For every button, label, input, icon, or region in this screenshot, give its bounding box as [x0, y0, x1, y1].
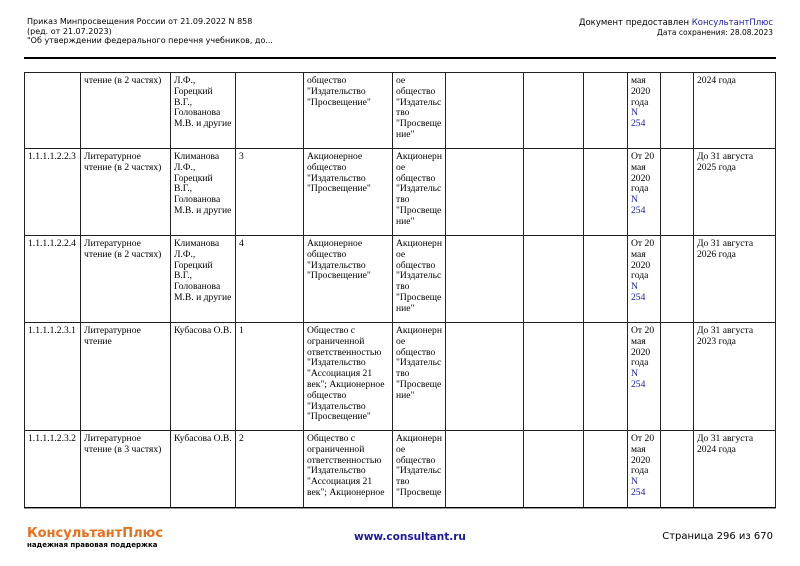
logo-tagline: надежная правовая поддержка	[27, 541, 158, 549]
cell-c9	[584, 323, 628, 431]
provider-info	[579, 18, 773, 38]
cell-order	[628, 323, 661, 431]
table-row	[25, 431, 776, 508]
cell-until: До 31 августа 2023 года	[694, 323, 776, 431]
cell-c8	[524, 73, 584, 149]
order-link[interactable]: N 254	[631, 194, 646, 216]
cell-maker: Акционерн ое общество "Издательс тво "Просвеще	[393, 431, 446, 508]
cell-part: 4	[236, 236, 304, 323]
cell-part	[236, 73, 304, 149]
cell-publisher: общество "Издательство "Просвещение"	[304, 73, 393, 149]
save-date: Дата сохранения: 28.08.2023	[657, 28, 773, 37]
cell-authors: Кубасова О.В.	[171, 431, 236, 508]
cell-c8	[524, 149, 584, 236]
cell-c8	[524, 431, 584, 508]
cell-code: 1.1.1.1.2.2.4	[25, 236, 81, 323]
cell-c9	[584, 236, 628, 323]
order-date: От 20 мая 2020 года	[631, 433, 655, 477]
table-row	[25, 236, 776, 323]
doc-subject-line: "Об утверждении федерального перечня учебников, до...	[27, 36, 273, 45]
textbook-table	[24, 72, 776, 508]
cell-c11	[661, 236, 694, 323]
cell-maker: ое общество "Издательс тво "Просвеще ние"	[393, 73, 446, 149]
cell-authors: Кубасова О.В.	[171, 323, 236, 431]
cell-order	[628, 73, 661, 149]
cell-title: Литературное чтение (в 2 частях)	[81, 236, 171, 323]
order-link[interactable]: N 254	[631, 107, 646, 130]
cell-authors: Л.Ф., Горецкий В.Г., Голованова М.В. и другие	[171, 73, 236, 149]
cell-c11	[661, 73, 694, 149]
cell-code: 1.1.1.1.2.3.2	[25, 431, 81, 508]
cell-c9	[584, 73, 628, 149]
order-date: От 20 мая 2020 года	[631, 151, 655, 195]
cell-title: Литературное чтение	[81, 323, 171, 431]
cell-c7	[446, 431, 524, 508]
cell-until: До 31 августа 2026 года	[694, 236, 776, 323]
cell-c7	[446, 73, 524, 149]
cell-title: Литературное чтение (в 2 частях)	[81, 149, 171, 236]
cell-c7	[446, 323, 524, 431]
order-date: От 20 мая 2020 года	[631, 325, 655, 369]
site-link[interactable]: www.consultant.ru	[354, 531, 466, 543]
cell-c11	[661, 323, 694, 431]
doc-title-line: Приказ Минпросвещения России от 21.09.2022 N 858	[27, 17, 253, 26]
cell-c7	[446, 236, 524, 323]
order-link[interactable]: N 254	[631, 368, 646, 390]
cell-maker: Акционерн ое общество "Издательс тво "Просвеще ние"	[393, 323, 446, 431]
header-divider	[24, 57, 776, 59]
cell-c7	[446, 149, 524, 236]
cell-authors: Климанова Л.Ф., Горецкий В.Г., Голованова М.В. и другие	[171, 149, 236, 236]
page-counter: Страница 296 из 670	[662, 531, 773, 542]
cell-c11	[661, 431, 694, 508]
order-link[interactable]: N 254	[631, 476, 646, 498]
cell-publisher: Акционерное общество "Издательство "Просвещение"	[304, 149, 393, 236]
cell-part: 1	[236, 323, 304, 431]
footer-divider	[24, 507, 776, 509]
cell-title: Литературное чтение (в 3 частях)	[81, 431, 171, 508]
cell-until: До 31 августа 2025 года	[694, 149, 776, 236]
table-row	[25, 323, 776, 431]
cell-order	[628, 431, 661, 508]
order-date: От 20 мая 2020 года	[631, 238, 655, 282]
document-title	[27, 17, 273, 46]
cell-publisher: Общество с ограниченной ответственностью "Издательство "Ассоциация 21 век"; Акционерное общество "Издательство "Просвещение"	[304, 323, 393, 431]
cell-c11	[661, 149, 694, 236]
cell-c8	[524, 323, 584, 431]
cell-until: 2024 года	[694, 73, 776, 149]
consultant-logo	[27, 526, 163, 549]
cell-until: До 31 августа 2024 года	[694, 431, 776, 508]
cell-code: 1.1.1.1.2.3.1	[25, 323, 81, 431]
cell-maker: Акционерн ое общество "Издательс тво "Просвеще ние"	[393, 149, 446, 236]
order-link[interactable]: N 254	[631, 281, 646, 303]
cell-part: 3	[236, 149, 304, 236]
brand-link[interactable]: КонсультантПлюс	[691, 18, 773, 28]
cell-order	[628, 236, 661, 323]
cell-code	[25, 73, 81, 149]
cell-maker: Акционерн ое общество "Издательс тво "Просвеще ние"	[393, 236, 446, 323]
cell-c9	[584, 149, 628, 236]
doc-edition-line: (ред. от 21.07.2023)	[27, 26, 112, 36]
cell-part: 2	[236, 431, 304, 508]
table-row	[25, 149, 776, 236]
cell-publisher: Акционерное общество "Издательство "Просвещение"	[304, 236, 393, 323]
provided-by-label: Документ предоставлен	[578, 18, 692, 28]
logo-name: КонсультантПлюс	[27, 526, 164, 541]
table-row	[25, 73, 776, 149]
cell-c8	[524, 236, 584, 323]
cell-title: чтение (в 2 частях)	[81, 73, 171, 149]
cell-order	[628, 149, 661, 236]
cell-publisher: Общество с ограниченной ответственностью "Издательство "Ассоциация 21 век"; Акционерное	[304, 431, 393, 508]
order-date: мая 2020 года	[631, 75, 651, 108]
cell-authors: Климанова Л.Ф., Горецкий В.Г., Голованова М.В. и другие	[171, 236, 236, 323]
cell-code: 1.1.1.1.2.2.3	[25, 149, 81, 236]
cell-c9	[584, 431, 628, 508]
